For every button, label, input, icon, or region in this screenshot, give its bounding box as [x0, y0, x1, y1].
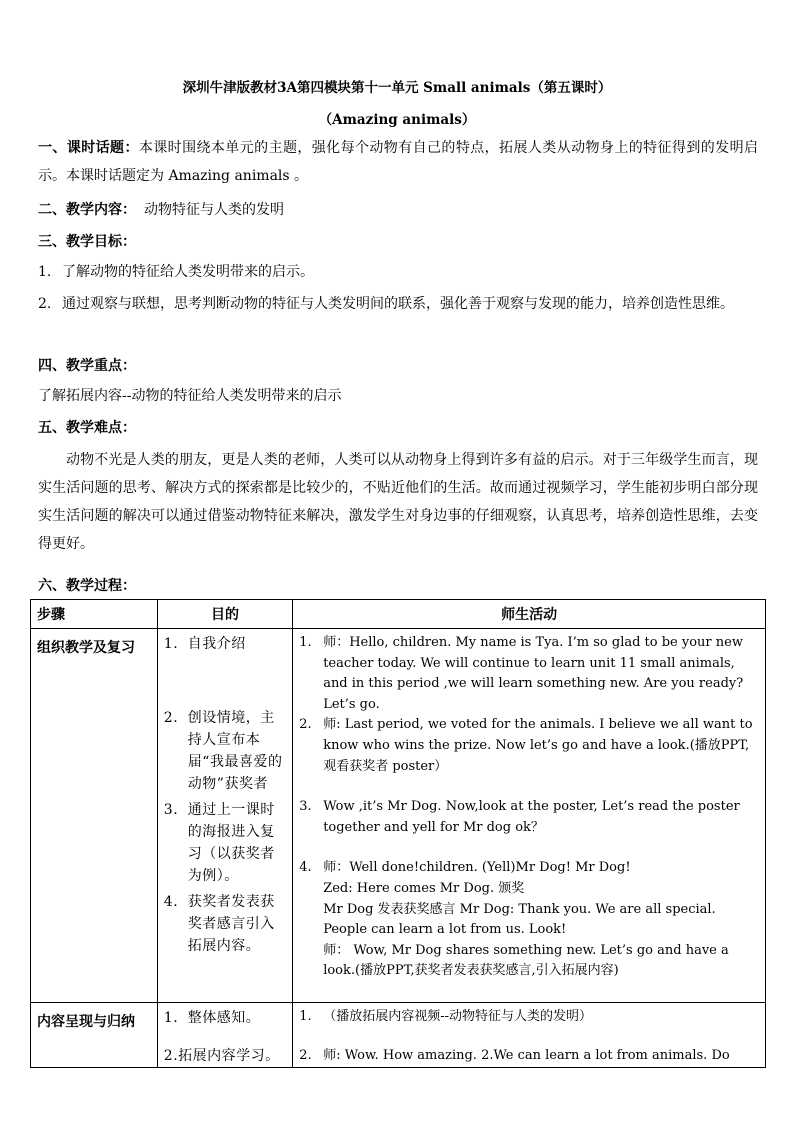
process-table	[30, 599, 766, 1068]
document-subtitle: （Amazing animals）	[318, 112, 476, 128]
activity-item: 3. Wow ,it’s Mr Dog. Now,look at the poster, Let’s read the poster together and yell for Mr dog ok？	[299, 799, 740, 835]
section-keypoint-heading: 四、教学重点：	[38, 358, 136, 374]
activity-item: 师： Wow, Mr Dog shares something new. Let’s go and have a look.(播放PPT,获奖者发表获奖感言,引入拓展内容)	[323, 942, 729, 979]
header-step: 步骤	[31, 600, 158, 629]
purpose-item: 4. 获奖者发表获奖者感言引入拓展内容。	[163, 894, 275, 954]
activity-item: Mr Dog 发表获奖感言 Mr Dog: Thank you. We are all special. People can learn a lot from us. Look!	[323, 901, 716, 938]
section-topic-heading: 一、课时话题：	[38, 140, 139, 156]
activity-item: Zed: Here comes Mr Dog. 颁奖	[323, 880, 525, 896]
row2-purpose	[157, 1003, 292, 1068]
document-title: 深圳牛津版教材3A第四模块第十一单元 Small animals（第五课时）	[182, 80, 612, 96]
section-keypoint-text: 了解拓展内容--动物的特征给人类发明带来的启示	[38, 388, 342, 404]
purpose-item: 1. 整体感知。	[163, 1010, 261, 1026]
objective-2: 通过观察与联想，思考判断动物的特征与人类发明间的联系，强化善于观察与发现的能力，培养创造性思维。	[62, 296, 734, 312]
row1-step: 组织教学及复习	[31, 629, 158, 1003]
section-topic-text: 本课时围绕本单元的主题，强化每个动物有自己的特点，拓展人类从动物身上的特征得到的发明启示。本课时话题定为 Amazing animals 。	[38, 140, 758, 184]
section-content	[38, 200, 760, 220]
activity-item: 1. 师：Hello, children. My name is Tya. I’m so glad to be your new teacher today. We will continue to learn unit 11 small animals, and in this period ,we will learn something new. Are you ready? Let’s go.	[299, 635, 744, 712]
row1-activity	[293, 629, 766, 1003]
activity-item: 1. （播放拓展内容视频--动物特征与人类的发明）	[299, 1009, 592, 1024]
section-objectives-heading: 三、教学目标：	[38, 234, 136, 250]
section-difficulty	[38, 446, 758, 558]
section-content-heading: 二、教学内容：	[38, 202, 136, 218]
section-process-heading: 六、教学过程：	[38, 578, 136, 594]
purpose-item: 1. 自我介绍	[163, 636, 246, 652]
purpose-item: 3. 通过上一课时的海报进入复习（以获奖者为例）。	[163, 802, 275, 884]
table-row	[31, 1003, 766, 1068]
purpose-item: 2. 拓展内容学习。	[163, 1048, 280, 1064]
section-content-text: 动物特征与人类的发明	[144, 202, 284, 218]
purpose-item: 2. 创设情境，主持人宣布本届“我最喜爱的动物”获奖者	[163, 710, 283, 792]
section-objectives-list: 1. 了解动物的特征给人类发明带来的启示。 2. 通过观察与联想，思考判断动物的特征与人类发明间的联系，强化善于观察与发现的能力，培养创造性思维。	[38, 264, 734, 312]
row2-activity	[293, 1003, 766, 1068]
objective-1: 了解动物的特征给人类发明带来的启示。	[62, 264, 314, 280]
section-topic	[38, 134, 758, 190]
activity-item: 2. 师: Wow. How amazing. 2.We can learn a lot from animals. Do	[299, 1047, 730, 1063]
table-row	[31, 629, 766, 1003]
activity-item: 2. 师: Last period, we voted for the animals. I believe we all want to know who wins the prize. Now let’s go and have a look.(播放PPT,观看获奖者 poster）	[299, 717, 753, 774]
header-purpose: 目的	[157, 600, 292, 629]
header-activity: 师生活动	[293, 600, 766, 629]
row2-step: 内容呈现与归纳	[31, 1003, 158, 1068]
table-header-row	[31, 600, 766, 629]
section-difficulty-heading: 五、教学难点：	[38, 420, 136, 436]
activity-item: 4. 师：Well done!children. (Yell)Mr Dog! Mr Dog!	[299, 860, 631, 876]
section-difficulty-text: 动物不光是人类的朋友，更是人类的老师，人类可以从动物身上得到许多有益的启示。对于三年级学生而言，现实生活问题的思考、解决方式的探索都是比较少的，不贴近他们的生活。故而通过视频学习，学生能初步明白部分现实生活问题的解决可以通过借鉴动物特征来解决，激发学生对身边事的仔细观察，认真思考，培养创造性思维，去变得更好。	[38, 452, 758, 552]
row1-purpose	[157, 629, 292, 1003]
